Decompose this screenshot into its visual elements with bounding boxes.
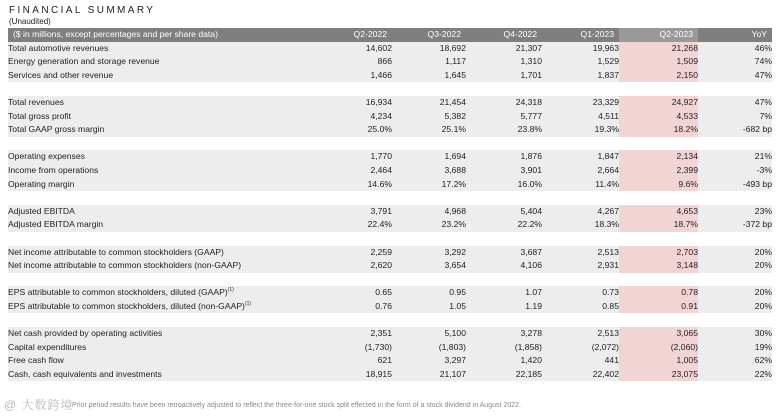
spacer-cell: [8, 232, 772, 246]
watermark: @ 大数跨境: [4, 398, 74, 412]
value-cell: 1,509: [619, 55, 698, 69]
value-cell: (1,803): [392, 341, 466, 355]
row-label: EPS attributable to common stockholders, diluted (non-GAAP): [8, 300, 245, 311]
row-label: Net cash provided by operating activities: [8, 328, 163, 339]
header-label: ($ in millions, except percentages and per share data): [8, 28, 318, 42]
value-cell: 2,931: [542, 259, 619, 273]
value-cell: 18,692: [392, 42, 466, 56]
value-cell: 16,934: [318, 96, 392, 110]
yoy-cell: 21%: [698, 150, 772, 164]
value-cell: 1,847: [542, 150, 619, 164]
value-cell: 3,901: [466, 164, 542, 178]
value-cell: 19,963: [542, 42, 619, 56]
table-row: [8, 178, 772, 192]
row-label-cell: [8, 327, 318, 341]
value-cell: 2,513: [542, 327, 619, 341]
row-label: Total automotive revenues: [8, 42, 109, 53]
value-cell: 18.7%: [619, 218, 698, 232]
header-col-q4-2022: Q4-2022: [466, 28, 542, 42]
row-label: Net income attributable to common stockholders (non-GAAP): [8, 260, 242, 271]
value-cell: 3,292: [392, 246, 466, 260]
row-label-cell: [8, 218, 318, 232]
value-cell: 1.19: [466, 300, 542, 314]
value-cell: 4,533: [619, 110, 698, 124]
value-cell: 21,107: [392, 368, 466, 382]
value-cell: 1.05: [392, 300, 466, 314]
page-subtitle: (Unaudited): [9, 17, 51, 26]
yoy-cell: 30%: [698, 327, 772, 341]
row-label-cell: [8, 300, 318, 314]
row-label: Adjusted EBITDA margin: [8, 219, 104, 230]
table-row: [8, 218, 772, 232]
row-label: Operating margin: [8, 178, 75, 189]
table-row: [8, 259, 772, 273]
value-cell: 1,529: [542, 55, 619, 69]
financial-summary-table: [8, 28, 772, 381]
value-cell: 17.2%: [392, 178, 466, 192]
header-col-q1-2023: Q1-2023: [542, 28, 619, 42]
value-cell: 1,770: [318, 150, 392, 164]
value-cell: 3,791: [318, 205, 392, 219]
row-label: Cash, cash equivalents and investments: [8, 368, 162, 379]
row-label-cell: [8, 42, 318, 56]
value-cell: 1,466: [318, 69, 392, 83]
table-row: [8, 69, 772, 83]
value-cell: 2,134: [619, 150, 698, 164]
value-cell: 18.3%: [542, 218, 619, 232]
spacer-cell: [8, 191, 772, 205]
value-cell: 1,117: [392, 55, 466, 69]
header-col-yoy: YoY: [698, 28, 772, 42]
footnote-marker: (1): [227, 287, 234, 294]
value-cell: 3,654: [392, 259, 466, 273]
table-row: [8, 246, 772, 260]
spacer-cell: [8, 273, 772, 287]
row-label-cell: [8, 205, 318, 219]
value-cell: 24,927: [619, 96, 698, 110]
row-label-cell: [8, 150, 318, 164]
section-spacer: [8, 191, 772, 205]
row-label-cell: [8, 286, 318, 300]
spacer-cell: [8, 82, 772, 96]
value-cell: 4,653: [619, 205, 698, 219]
yoy-cell: 20%: [698, 300, 772, 314]
value-cell: 4,511: [542, 110, 619, 124]
spacer-cell: [8, 137, 772, 151]
row-label: Total GAAP gross margin: [8, 124, 105, 135]
value-cell: 1.07: [466, 286, 542, 300]
table-row: [8, 42, 772, 56]
value-cell: 4,267: [542, 205, 619, 219]
value-cell: 2,259: [318, 246, 392, 260]
value-cell: 0.73: [542, 286, 619, 300]
yoy-cell: 74%: [698, 55, 772, 69]
row-label: Net income attributable to common stockholders (GAAP): [8, 246, 224, 257]
row-label-cell: [8, 178, 318, 192]
row-label: Total revenues: [8, 96, 64, 107]
row-label-cell: [8, 246, 318, 260]
yoy-cell: 19%: [698, 341, 772, 355]
row-label-cell: [8, 259, 318, 273]
value-cell: 1,837: [542, 69, 619, 83]
yoy-cell: -682 bp: [698, 123, 772, 137]
row-label-cell: [8, 69, 318, 83]
row-label: Services and other revenue: [8, 69, 114, 80]
yoy-cell: 47%: [698, 96, 772, 110]
row-label-cell: [8, 123, 318, 137]
value-cell: 23.2%: [392, 218, 466, 232]
section-spacer: [8, 273, 772, 287]
table-row: [8, 286, 772, 300]
row-label-cell: [8, 354, 318, 368]
value-cell: 4,234: [318, 110, 392, 124]
value-cell: 23,329: [542, 96, 619, 110]
value-cell: 16.0%: [466, 178, 542, 192]
value-cell: 0.78: [619, 286, 698, 300]
section-spacer: [8, 313, 772, 327]
value-cell: 1,310: [466, 55, 542, 69]
section-spacer: [8, 137, 772, 151]
table-row: [8, 96, 772, 110]
value-cell: 4,968: [392, 205, 466, 219]
value-cell: 14,602: [318, 42, 392, 56]
row-label: Operating expenses: [8, 151, 85, 162]
value-cell: 5,382: [392, 110, 466, 124]
value-cell: 0.65: [318, 286, 392, 300]
table-row: [8, 368, 772, 382]
yoy-cell: 7%: [698, 110, 772, 124]
value-cell: 19.3%: [542, 123, 619, 137]
value-cell: 2,399: [619, 164, 698, 178]
value-cell: 2,464: [318, 164, 392, 178]
section-spacer: [8, 232, 772, 246]
value-cell: 3,687: [466, 246, 542, 260]
value-cell: 2,664: [542, 164, 619, 178]
value-cell: 22.2%: [466, 218, 542, 232]
table-row: [8, 123, 772, 137]
row-label: EPS attributable to common stockholders, diluted (GAAP): [8, 287, 228, 298]
yoy-cell: -372 bp: [698, 218, 772, 232]
value-cell: 2,513: [542, 246, 619, 260]
table-row: [8, 341, 772, 355]
table-row: [8, 150, 772, 164]
value-cell: 25.1%: [392, 123, 466, 137]
value-cell: 2,620: [318, 259, 392, 273]
value-cell: 3,148: [619, 259, 698, 273]
value-cell: 3,297: [392, 354, 466, 368]
row-label: Energy generation and storage revenue: [8, 56, 160, 67]
value-cell: 2,703: [619, 246, 698, 260]
value-cell: 5,100: [392, 327, 466, 341]
value-cell: 21,268: [619, 42, 698, 56]
section-spacer: [8, 82, 772, 96]
value-cell: 621: [318, 354, 392, 368]
value-cell: 18,915: [318, 368, 392, 382]
value-cell: 24,318: [466, 96, 542, 110]
value-cell: 21,307: [466, 42, 542, 56]
value-cell: 25.0%: [318, 123, 392, 137]
page-title: FINANCIAL SUMMARY: [9, 5, 156, 16]
value-cell: 23.8%: [466, 123, 542, 137]
value-cell: 0.76: [318, 300, 392, 314]
yoy-cell: 20%: [698, 246, 772, 260]
row-label-cell: [8, 96, 318, 110]
value-cell: 2,351: [318, 327, 392, 341]
value-cell: 2,150: [619, 69, 698, 83]
footnote-marker: (1): [244, 301, 252, 308]
yoy-cell: 22%: [698, 368, 772, 382]
value-cell: 18.2%: [619, 123, 698, 137]
value-cell: 1,645: [392, 69, 466, 83]
table-row: [8, 164, 772, 178]
yoy-cell: 46%: [698, 42, 772, 56]
header-col-q2-2022: Q2-2022: [318, 28, 392, 42]
row-label: Total gross profit: [8, 110, 72, 121]
table-row: [8, 110, 772, 124]
value-cell: 1,876: [466, 150, 542, 164]
row-label: Capital expenditures: [8, 341, 87, 352]
yoy-cell: 20%: [698, 259, 772, 273]
table-row: [8, 327, 772, 341]
table-row: [8, 354, 772, 368]
value-cell: 0.85: [542, 300, 619, 314]
spacer-cell: [8, 313, 772, 327]
value-cell: 1,694: [392, 150, 466, 164]
value-cell: 22,185: [466, 368, 542, 382]
value-cell: 21,454: [392, 96, 466, 110]
yoy-cell: 23%: [698, 205, 772, 219]
value-cell: (1,730): [318, 341, 392, 355]
value-cell: 4,106: [466, 259, 542, 273]
value-cell: 3,065: [619, 327, 698, 341]
value-cell: 1,420: [466, 354, 542, 368]
value-cell: (2,060): [619, 341, 698, 355]
value-cell: 3,688: [392, 164, 466, 178]
yoy-cell: -493 bp: [698, 178, 772, 192]
yoy-cell: 20%: [698, 286, 772, 300]
row-label: Adjusted EBITDA: [8, 205, 75, 216]
value-cell: 23,075: [619, 368, 698, 382]
footnote: Prior period results have been retroactively adjusted to reflect the three-for-one stock split effected in the form of a stock dividend in August 2022.: [72, 402, 521, 409]
value-cell: 1,005: [619, 354, 698, 368]
row-label-cell: [8, 55, 318, 69]
value-cell: 14.6%: [318, 178, 392, 192]
value-cell: 1,701: [466, 69, 542, 83]
yoy-cell: -3%: [698, 164, 772, 178]
table-header-row: [8, 28, 772, 42]
yoy-cell: 62%: [698, 354, 772, 368]
value-cell: 866: [318, 55, 392, 69]
value-cell: 22.4%: [318, 218, 392, 232]
value-cell: 9.6%: [619, 178, 698, 192]
header-col-q3-2022: Q3-2022: [392, 28, 466, 42]
header-col-q2-2023: Q2-2023: [619, 28, 698, 42]
row-label: Income from operations: [8, 164, 99, 175]
row-label-cell: [8, 110, 318, 124]
value-cell: (1,858): [466, 341, 542, 355]
table-row: [8, 205, 772, 219]
value-cell: 3,278: [466, 327, 542, 341]
value-cell: 22,402: [542, 368, 619, 382]
value-cell: 5,404: [466, 205, 542, 219]
value-cell: 5,777: [466, 110, 542, 124]
value-cell: 0.95: [392, 286, 466, 300]
table-row: [8, 55, 772, 69]
yoy-cell: 47%: [698, 69, 772, 83]
row-label-cell: [8, 341, 318, 355]
row-label-cell: [8, 164, 318, 178]
value-cell: 441: [542, 354, 619, 368]
value-cell: 11.4%: [542, 178, 619, 192]
value-cell: (2,072): [542, 341, 619, 355]
table-row: [8, 300, 772, 314]
row-label: Free cash flow: [8, 355, 64, 366]
value-cell: 0.91: [619, 300, 698, 314]
row-label-cell: [8, 368, 318, 382]
